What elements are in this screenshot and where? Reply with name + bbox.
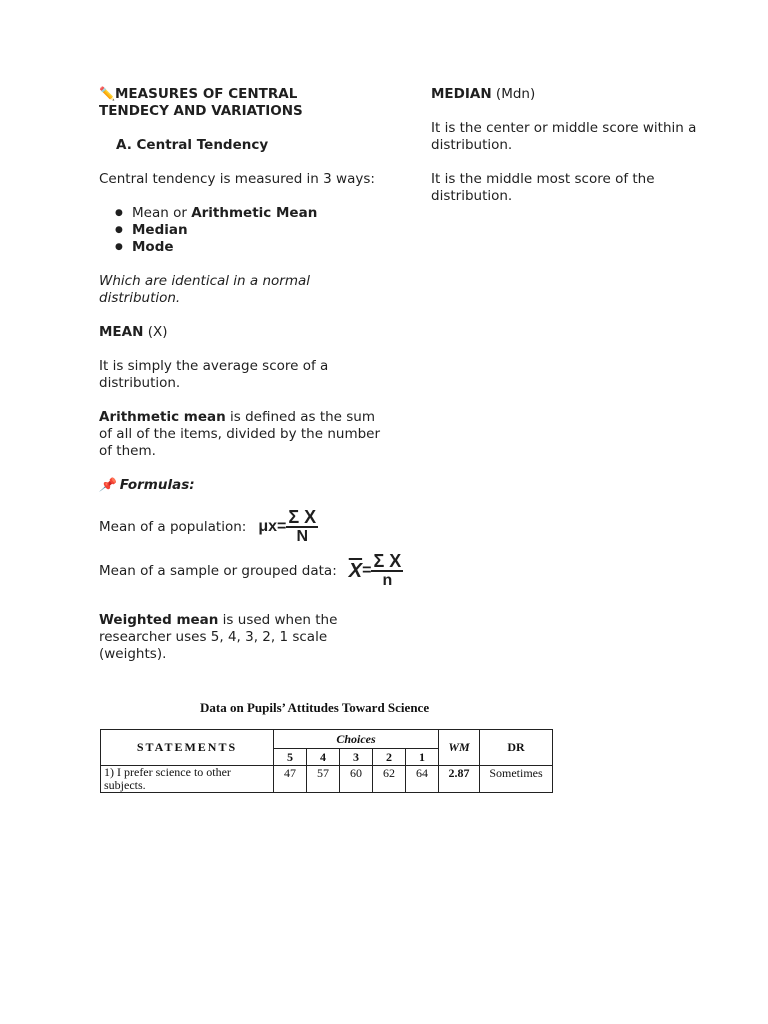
list-item: ● Mean or Arithmetic Mean	[132, 205, 389, 222]
count-cell: 60	[340, 766, 373, 793]
list-item: ● Mode	[132, 239, 389, 256]
median-definition-1: It is the center or middle score within a distribution.	[431, 120, 697, 153]
mean-heading: MEAN (X)	[99, 324, 168, 340]
left-column	[99, 86, 402, 663]
population-formula-row	[99, 508, 389, 546]
wm-cell: 2.87	[439, 766, 480, 793]
sample-formula: $\overline{X}$ = $\frac{\text{Σ X}}{n}$	[348, 551, 402, 589]
mean-definition: It is simply the average score of a distribution.	[99, 358, 329, 391]
measures-list	[99, 205, 389, 256]
weighted-mean-definition: Weighted mean is used when the researcher uses 5, 4, 3, 2, 1 scale (weights).	[99, 612, 338, 662]
sample-label: Mean of a sample or grouped data:	[99, 563, 337, 579]
table-caption: Data on Pupils’ Attitudes Toward Science	[200, 700, 430, 715]
choices-header: Choices	[274, 730, 439, 749]
scale-header: 3	[340, 749, 373, 766]
count-cell: 47	[274, 766, 307, 793]
formulas-label: 📌 Formulas:	[99, 477, 195, 493]
count-cell: 57	[307, 766, 340, 793]
pencil-icon: ✏️	[99, 87, 116, 102]
identical-note: Which are identical in a normal distribution.	[99, 273, 311, 306]
dr-cell: Sometimes	[480, 766, 553, 793]
pushpin-icon: 📌	[99, 478, 116, 493]
right-column	[431, 86, 731, 205]
sample-formula-row	[99, 552, 459, 590]
statement-cell: 1) I prefer science to other subjects.	[101, 766, 274, 793]
table-row	[101, 766, 553, 793]
intro-text: Central tendency is measured in 3 ways:	[99, 171, 375, 187]
subheading: A. Central Tendency	[116, 137, 269, 153]
scale-header: 2	[373, 749, 406, 766]
section-title: ✏️MEASURES OF CENTRAL TENDECY AND VARIATIONS	[99, 86, 303, 119]
scale-header: 1	[406, 749, 439, 766]
population-formula: μx= $\frac{\text{Σ X}}{N}$	[258, 507, 317, 545]
scale-header: 4	[307, 749, 340, 766]
statements-header: STATEMENTS	[101, 730, 274, 766]
count-cell: 64	[406, 766, 439, 793]
scale-header: 5	[274, 749, 307, 766]
attitudes-table	[100, 729, 553, 793]
median-heading: MEDIAN (Mdn)	[431, 86, 536, 102]
list-item: ● Median	[132, 222, 389, 239]
count-cell: 62	[373, 766, 406, 793]
wm-header: WM	[439, 730, 480, 766]
population-label: Mean of a population:	[99, 519, 247, 535]
median-definition-2: It is the middle most score of the distribution.	[431, 171, 655, 204]
arithmetic-mean-definition: Arithmetic mean is defined as the sum of all of the items, divided by the number of them.	[99, 409, 381, 459]
dr-header: DR	[480, 730, 553, 766]
